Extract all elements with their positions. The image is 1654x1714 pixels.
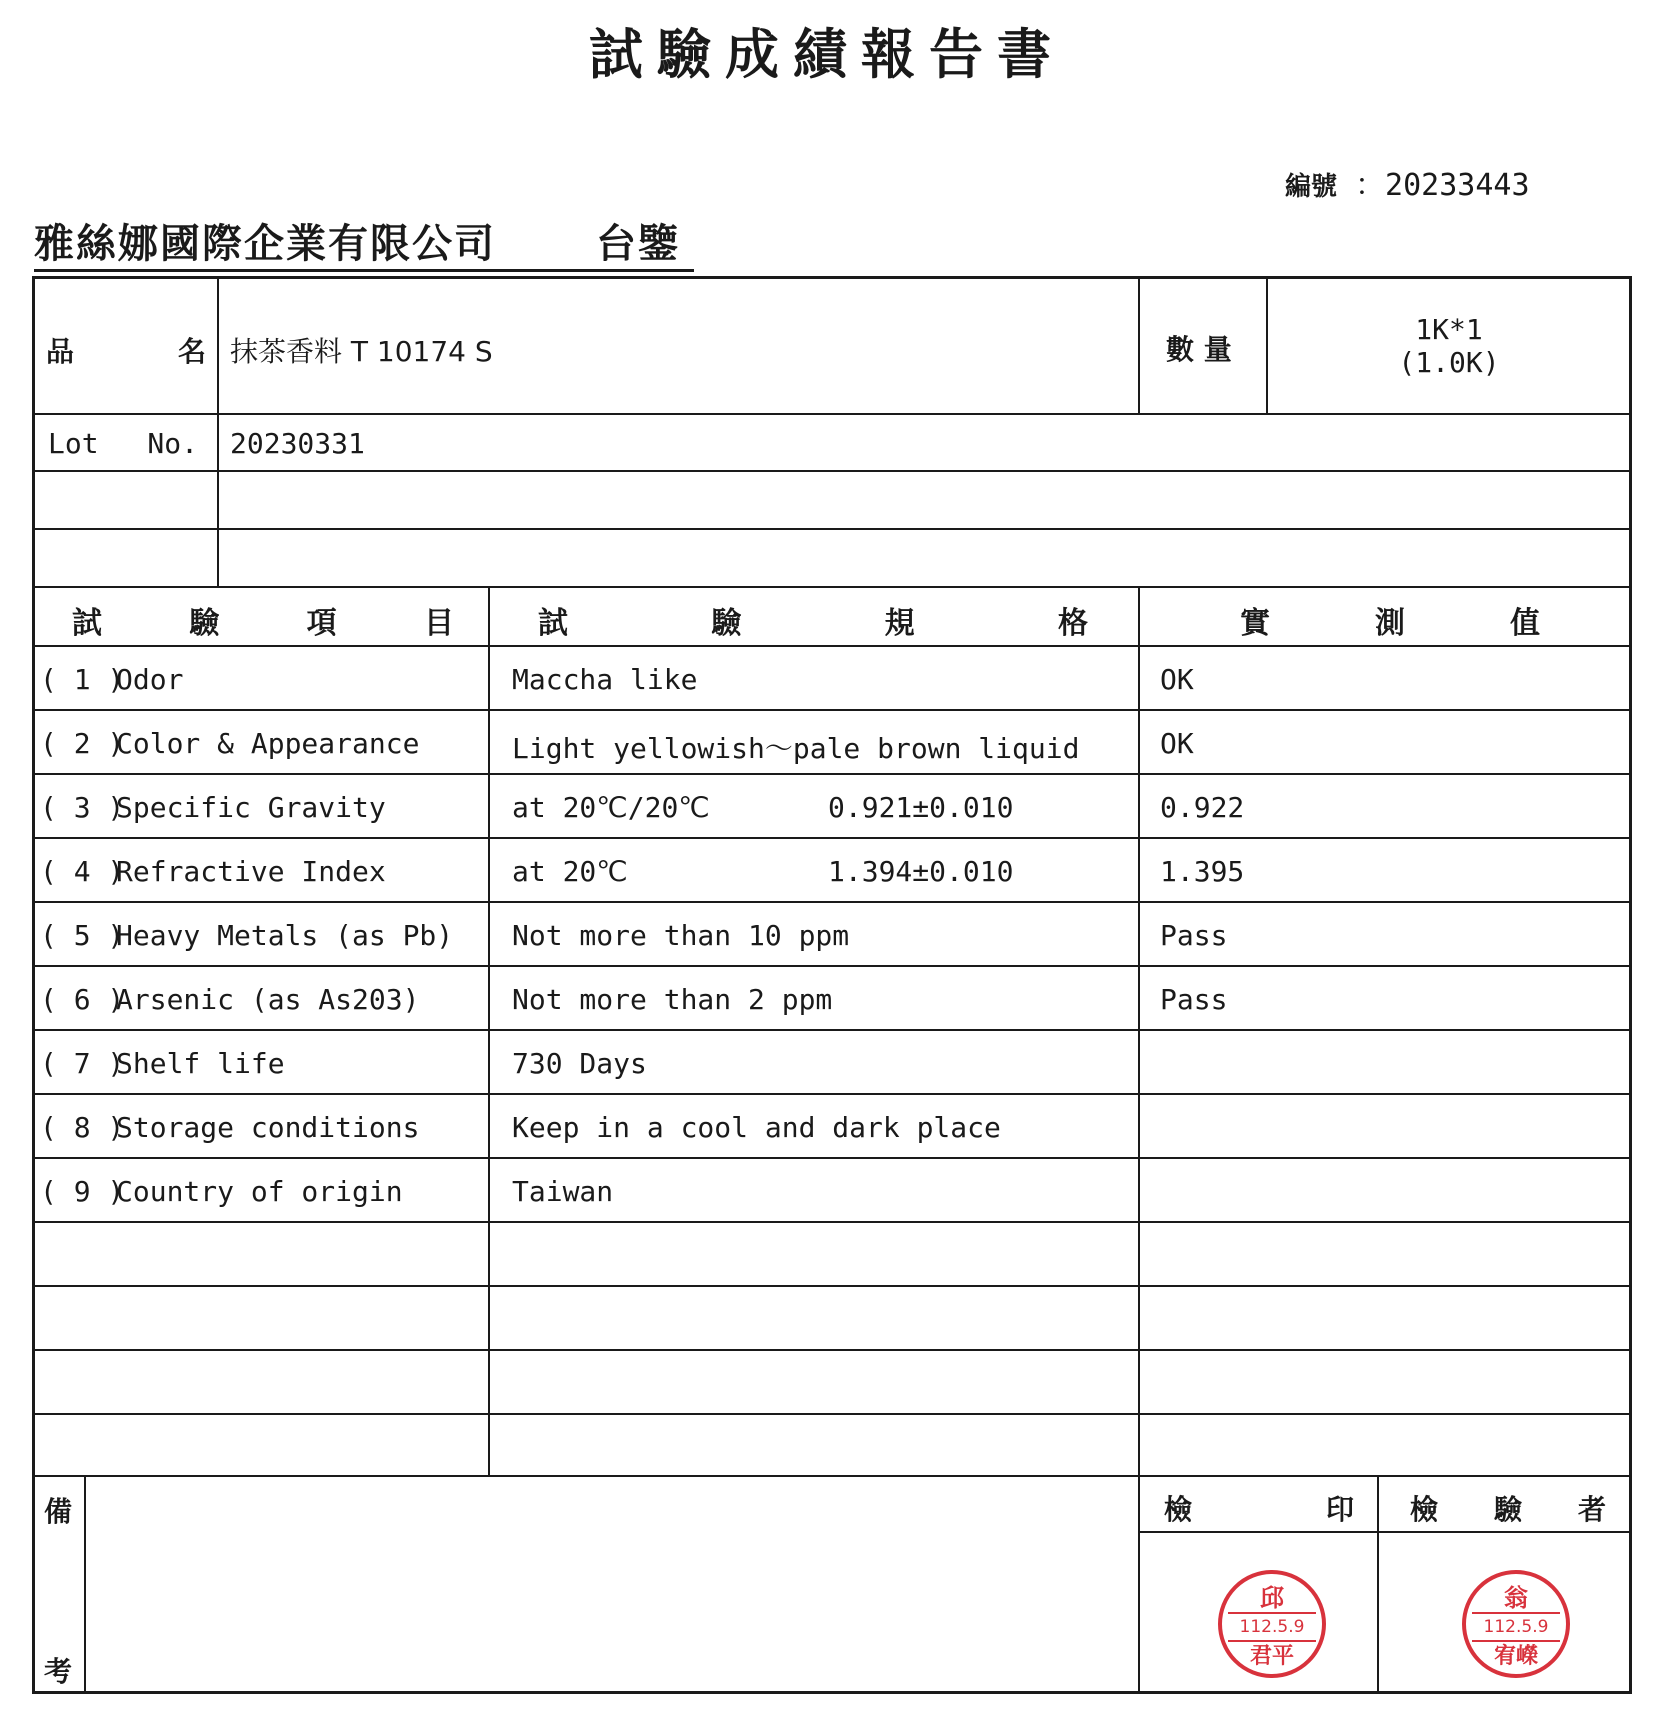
inspection-seal-label: 檢 印	[1164, 1493, 1354, 1526]
row-number: ( 9 )	[40, 1175, 125, 1208]
row-number: ( 7 )	[40, 1047, 125, 1080]
lot-number-label: Lot No.	[48, 427, 198, 460]
test-spec: Not more than 10 ppm	[512, 919, 850, 952]
column-header-test-spec: 試 驗 規 格	[538, 606, 1088, 641]
lot-number-value: 20230331	[230, 427, 365, 460]
report-title: 試驗成績報告書	[589, 23, 1065, 86]
stamp-surname: 翁	[1504, 1584, 1528, 1612]
stamp-date: 112.5.9	[1472, 1612, 1560, 1642]
row-number: ( 2 )	[40, 727, 125, 760]
test-spec: at 20℃/20℃	[512, 791, 710, 824]
row-number: ( 3 )	[40, 791, 125, 824]
test-spec: Maccha like	[512, 663, 698, 696]
test-result: 1.395	[1160, 855, 1245, 888]
row-number: ( 5 )	[40, 919, 125, 952]
test-item: Specific Gravity	[116, 791, 386, 824]
quantity-value-line2: (1.0K)	[1398, 346, 1500, 379]
test-result: Pass	[1160, 983, 1228, 1016]
document-number	[1285, 160, 1530, 204]
document-number-label: 編號	[1285, 172, 1338, 202]
inspection-seal-stamp	[1218, 1570, 1326, 1678]
company-salutation: 台鑒	[596, 221, 680, 267]
quantity-label: 數 量	[1166, 333, 1232, 366]
test-item: Arsenic (as As203)	[116, 983, 420, 1016]
test-spec: Taiwan	[512, 1175, 614, 1208]
stamp-surname: 邱	[1260, 1584, 1284, 1612]
stamp-given-name: 君平	[1249, 1644, 1294, 1669]
test-spec: Not more than 2 ppm	[512, 983, 833, 1016]
row-number: ( 4 )	[40, 855, 125, 888]
spec-value: 0.921±0.010	[828, 791, 1014, 824]
test-result: Pass	[1160, 919, 1228, 952]
stamp-given-name: 宥嶸	[1493, 1644, 1538, 1669]
test-item: Storage conditions	[116, 1111, 420, 1144]
test-result: OK	[1160, 727, 1194, 760]
test-item: Color & Appearance	[116, 727, 420, 760]
remarks-label-top: 備	[44, 1495, 73, 1528]
test-item: Odor	[116, 663, 184, 696]
product-name-value: 抹茶香料 T 10174 S	[230, 335, 493, 368]
test-item: Country of origin	[116, 1175, 403, 1208]
test-item: Shelf life	[116, 1047, 285, 1080]
column-header-result: 實 測 值	[1240, 606, 1540, 641]
row-number: ( 6 )	[40, 983, 125, 1016]
product-name-label: 品 名	[46, 335, 206, 368]
quantity-value-line1: 1K*1	[1415, 313, 1483, 346]
test-spec: Light yellowish～pale brown liquid	[512, 732, 1080, 765]
test-result: 0.922	[1160, 791, 1245, 824]
test-spec: at 20℃	[512, 855, 628, 888]
document-number-value: ：20233443	[1355, 168, 1530, 203]
company-name: 雅絲娜國際企業有限公司	[34, 221, 496, 267]
test-spec: Keep in a cool and dark place	[512, 1111, 1001, 1144]
row-number: ( 1 )	[40, 663, 125, 696]
test-result: OK	[1160, 663, 1194, 696]
test-spec: 730 Days	[512, 1047, 647, 1080]
row-number: ( 8 )	[40, 1111, 125, 1144]
test-item: Heavy Metals (as Pb)	[116, 919, 454, 952]
remarks-label-bottom: 考	[44, 1655, 73, 1688]
stamp-date: 112.5.9	[1228, 1612, 1316, 1642]
column-header-test-item: 試 驗 項 目	[72, 606, 454, 641]
inspector-stamp	[1462, 1570, 1570, 1678]
spec-value: 1.394±0.010	[828, 855, 1014, 888]
company-heading	[34, 212, 694, 272]
test-item: Refractive Index	[116, 855, 386, 888]
inspector-label: 檢 驗 者	[1410, 1493, 1606, 1526]
